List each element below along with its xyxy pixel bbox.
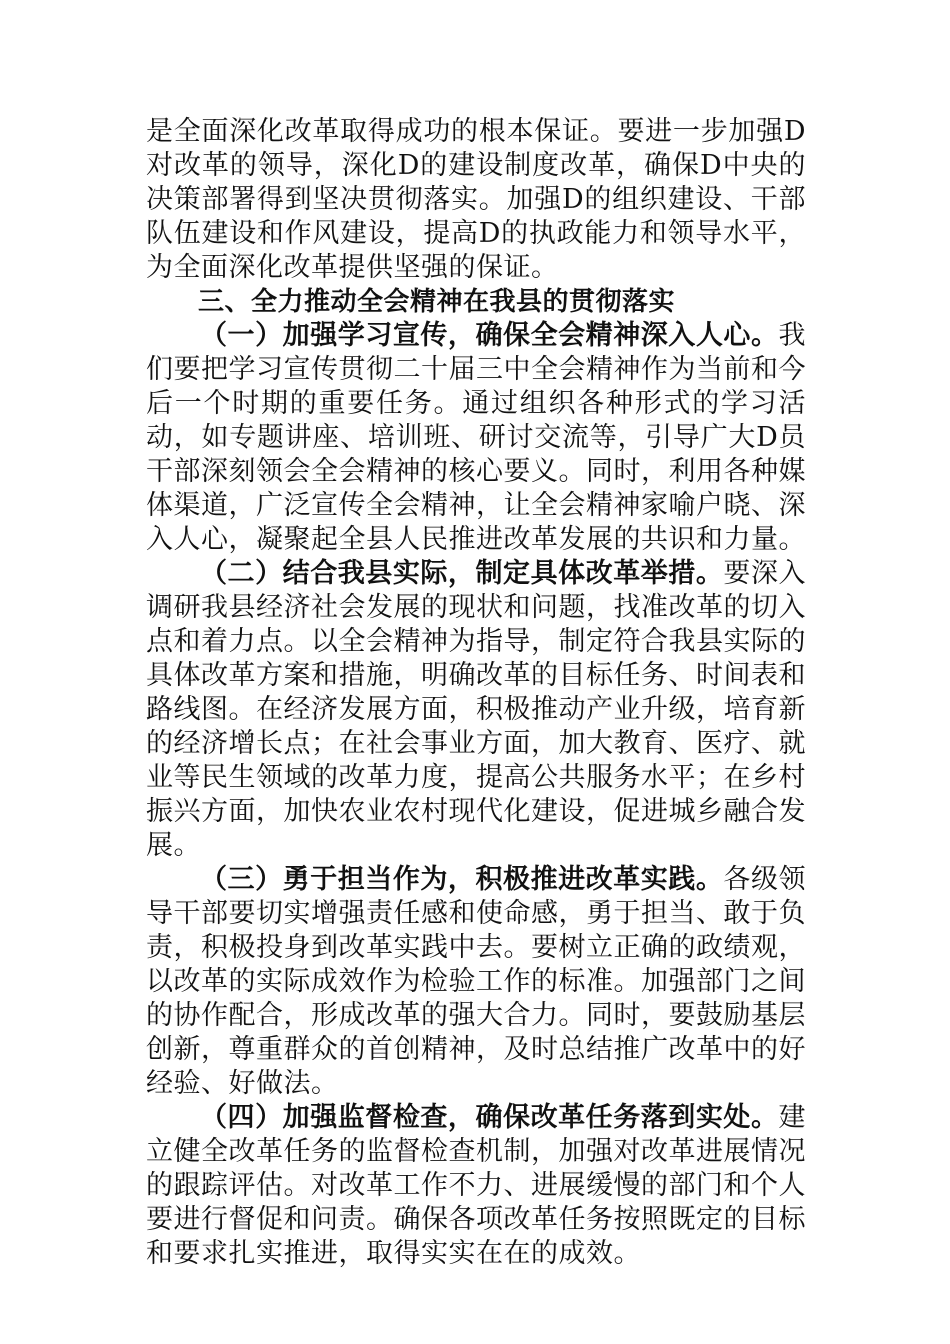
item-4-lead: （四）加强监督检查，确保改革任务落到实处。 [200,1102,779,1133]
item-4-body: 建立健全改革任务的监督检查机制，加强对改革进展情况的跟踪评估。对改革工作不力、进展缓慢的部门和个人要进行督促和问责。确保各项改革任务按照既定的目标和要求扎实推进，取得实实在在的成效。 [146,1102,806,1269]
item-2-lead: （二）结合我县实际，制定具体改革举措。 [200,558,724,589]
paragraph-continuation: 是全面深化改革取得成功的根本保证。要进一步加强D对改革的领导，深化D的建设制度改革，确保D中央的决策部署得到坚决贯彻落实。加强D的组织建设、干部队伍建设和作风建设，提高D的执政能力和领导水平，为全面深化改革提供坚强的保证。 [146,116,806,283]
item-2-body: 要深入调研我县经济社会发展的现状和问题，找准改革的切入点和着力点。以全会精神为指导，制定符合我县实际的具体改革方案和措施，明确改革的目标任务、时间表和路线图。在经济发展方面，积极推动产业升级，培育新的经济增长点；在社会事业方面，加大教育、医疗、就业等民生领域的改革力度，提高公共服务水平；在乡村振兴方面，加快农业农村现代化建设，促进城乡融合发展。 [146,558,807,861]
item-3-body: 各级领导干部要切实增强责任感和使命感，勇于担当、敢于负责，积极投身到改革实践中去。要树立正确的政绩观，以改革的实际成效作为检验工作的标准。加强部门之间的协作配合，形成改革的强大合力。同时，要鼓励基层创新，尊重群众的首创精神，及时总结推广改革中的好经验、好做法。 [146,864,807,1099]
item-1-lead: （一）加强学习宣传，确保全会精神深入人心。 [200,320,779,351]
paragraph-item-4 [146,1101,806,1271]
paragraph-item-2 [146,557,806,863]
item-3-lead: （三）勇于担当作为，积极推进改革实践。 [200,864,724,895]
section-heading: 三、全力推动全会精神在我县的贯彻落实 [198,287,676,317]
document-page [146,115,806,1271]
paragraph-item-3 [146,863,806,1101]
item-1-body: 我们要把学习宣传贯彻二十届三中全会精神作为当前和今后一个时期的重要任务。通过组织各种形式的学习活动，如专题讲座、培训班、研讨交流等，引导广大D员干部深刻领会全会精神的核心要义。同时，利用各种媒体渠道，广泛宣传全会精神，让全会精神家喻户晓、深入人心，凝聚起全县人民推进改革发展的共识和力量。 [146,320,806,555]
paragraph-item-1 [146,319,806,557]
